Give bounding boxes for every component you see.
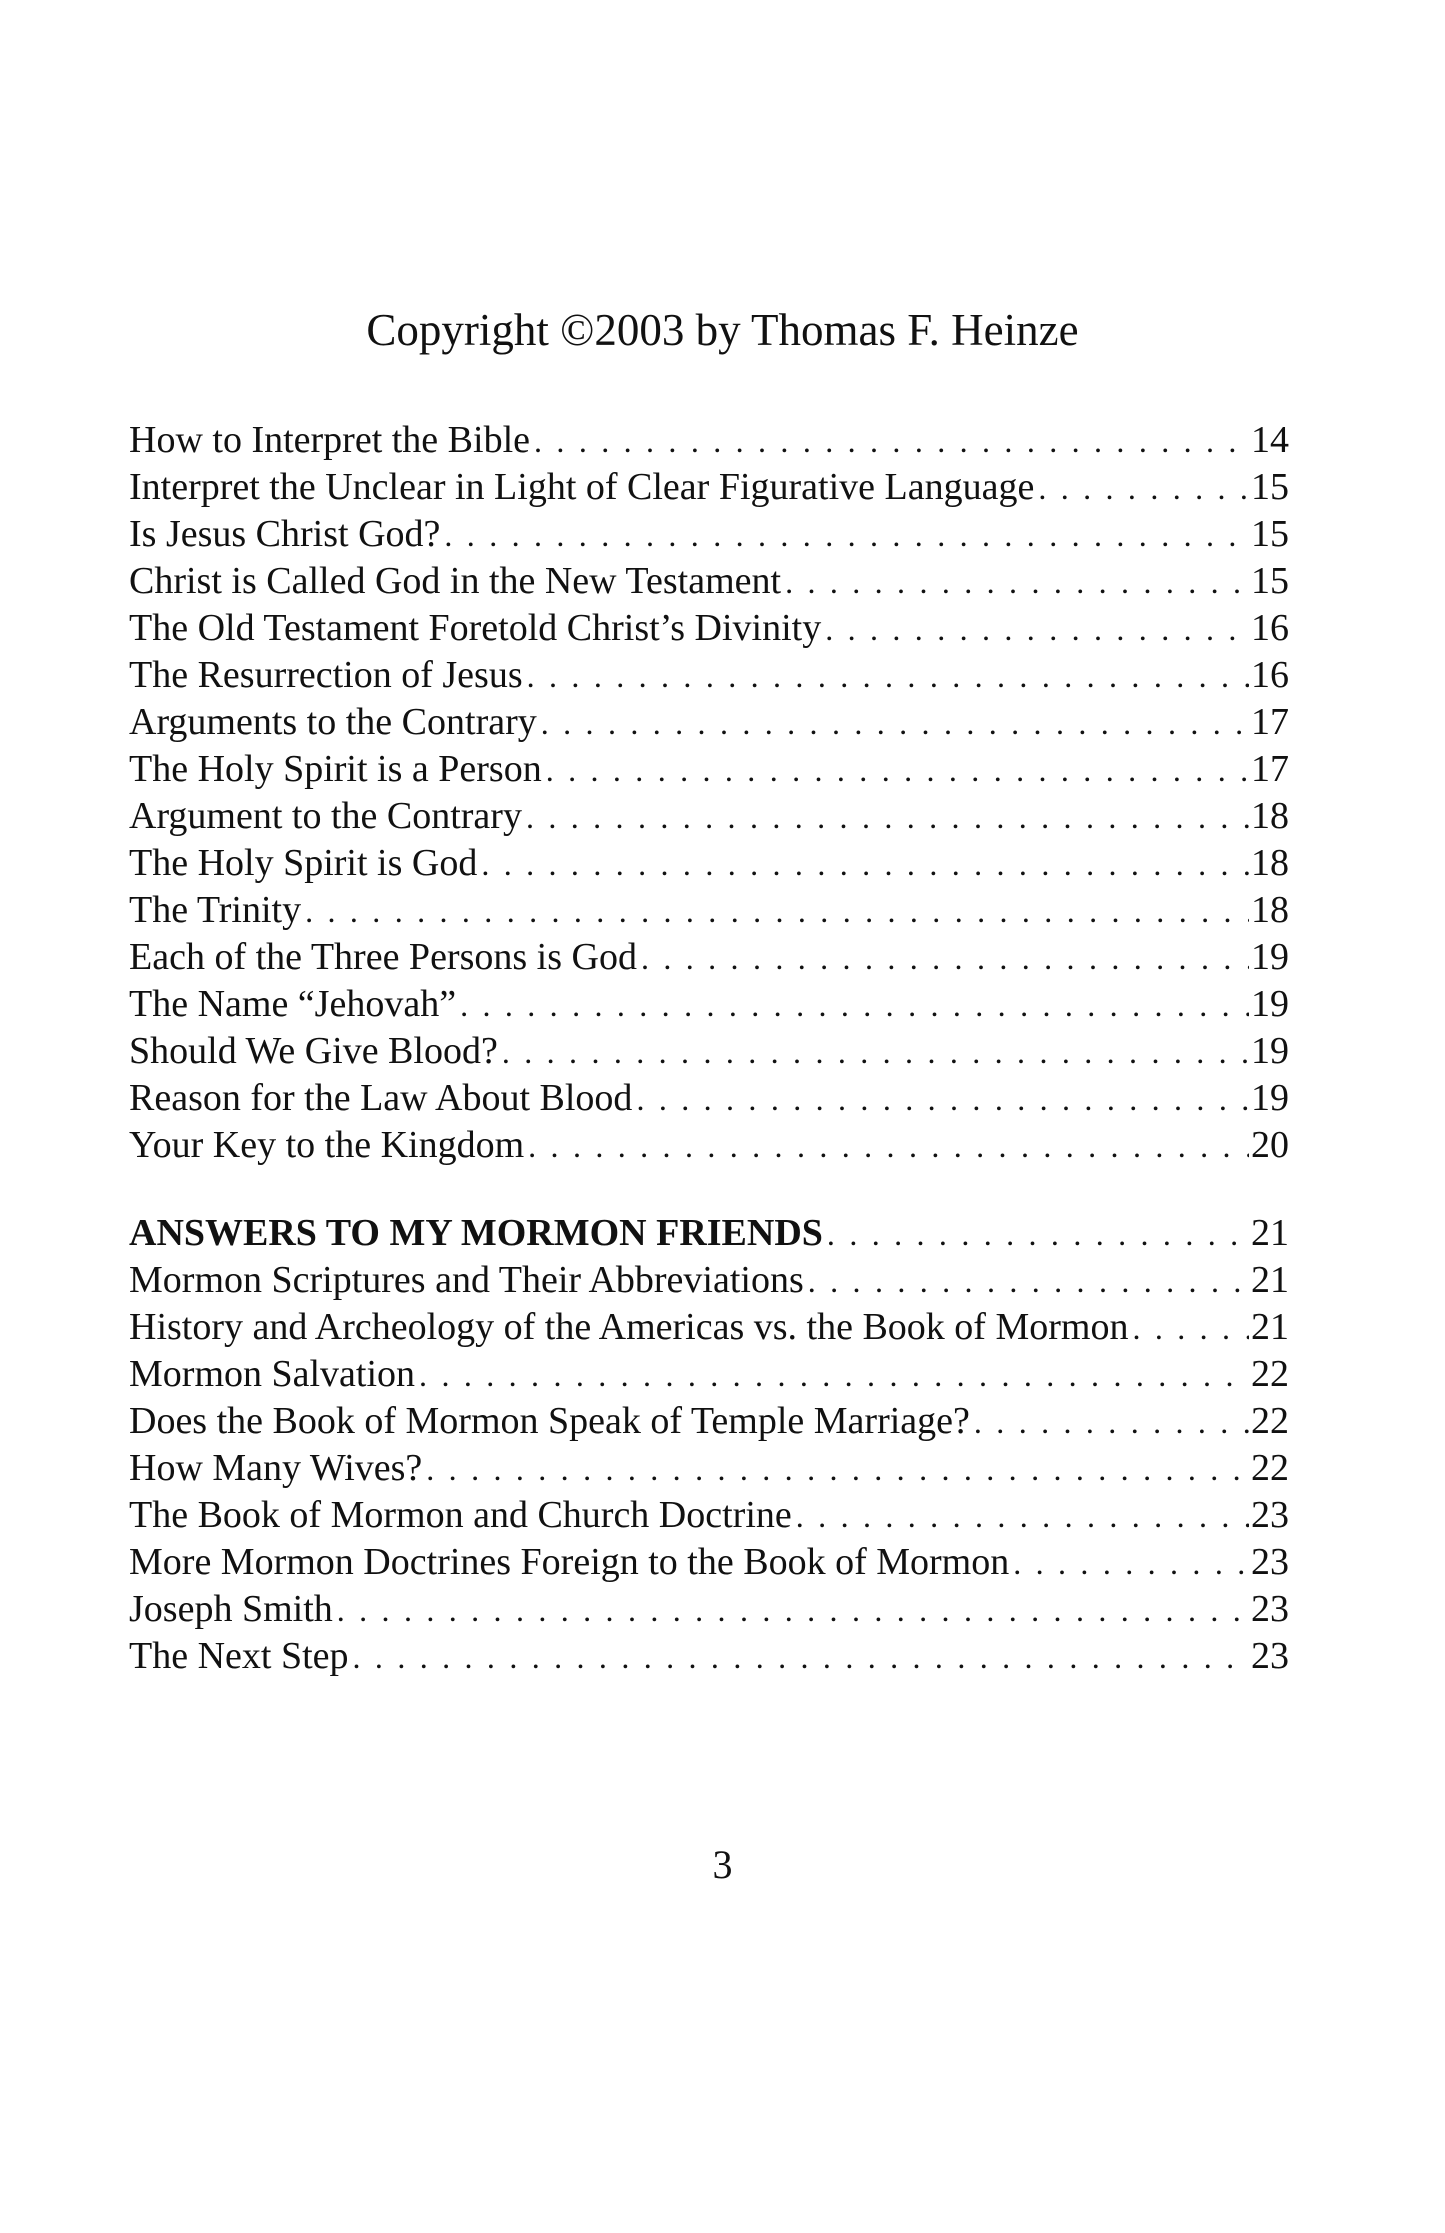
toc-entry-page: 15 [1251, 466, 1289, 508]
toc-entry-page: 16 [1251, 654, 1289, 696]
toc-entry [129, 1304, 1289, 1351]
toc-entry-page: 22 [1251, 1447, 1289, 1489]
toc-entry-title: The Trinity [129, 889, 302, 931]
toc-entry-page: 19 [1251, 1077, 1289, 1119]
toc-entry-title: The Resurrection of Jesus [129, 654, 523, 696]
copyright-line: Copyright ©2003 by Thomas F. Heinze [366, 305, 1079, 355]
dot-leader [804, 1258, 1249, 1305]
toc-entry-page: 18 [1251, 889, 1289, 931]
toc-entry-title: The Holy Spirit is God [129, 842, 478, 884]
toc-entry-page: 21 [1251, 1306, 1289, 1348]
dot-leader [823, 1211, 1249, 1258]
toc-entry [129, 1028, 1289, 1075]
toc-entry-page: 20 [1251, 1124, 1289, 1166]
toc-entry-title: Does the Book of Mormon Speak of Temple Marriage? [129, 1400, 970, 1442]
page-number: 3 [712, 1842, 733, 1887]
dot-leader [524, 1123, 1249, 1170]
toc-entry [129, 1075, 1289, 1122]
toc-entry [129, 1351, 1289, 1398]
toc-entry-page: 17 [1251, 748, 1289, 790]
toc-entry [129, 1492, 1289, 1539]
toc-entry-title: Each of the Three Persons is God [129, 936, 637, 978]
toc-entry-page: 16 [1251, 607, 1289, 649]
toc-entry-page: 18 [1251, 842, 1289, 884]
toc-entry-page: 19 [1251, 1030, 1289, 1072]
toc-entry [129, 793, 1289, 840]
dot-leader [456, 982, 1249, 1029]
toc-entry [129, 1445, 1289, 1492]
toc-entry-title: Interpret the Unclear in Light of Clear Figurative Language [129, 466, 1035, 508]
toc-entry-page: 23 [1251, 1541, 1289, 1583]
toc-entry [129, 464, 1289, 511]
toc-entry-title: The Book of Mormon and Church Doctrine [129, 1494, 792, 1536]
dot-leader [792, 1493, 1249, 1540]
toc-entry [129, 934, 1289, 981]
toc-entry-page: 18 [1251, 795, 1289, 837]
toc-entry-title: How to Interpret the Bible [129, 419, 531, 461]
toc-entry [129, 652, 1289, 699]
table-of-contents [129, 417, 1289, 1169]
dot-leader [1128, 1305, 1249, 1352]
toc-entry-title: How Many Wives? [129, 1447, 423, 1489]
dot-leader [637, 935, 1249, 982]
toc-entry-page: 14 [1251, 419, 1289, 461]
dot-leader [1009, 1540, 1249, 1587]
toc-entry-page: 21 [1251, 1259, 1289, 1301]
toc-entry [129, 699, 1289, 746]
toc-entry-page: 22 [1251, 1353, 1289, 1395]
dot-leader [477, 841, 1249, 888]
dot-leader [301, 888, 1249, 935]
toc-entry [129, 981, 1289, 1028]
toc-entry [129, 840, 1289, 887]
toc-entry [129, 1633, 1289, 1680]
toc-entry-title: History and Archeology of the Americas vs. the Book of Mormon [129, 1306, 1129, 1348]
toc-entry-page: 19 [1251, 983, 1289, 1025]
toc-entry-title: Your Key to the Kingdom [129, 1124, 525, 1166]
toc-entry-title: Mormon Scriptures and Their Abbreviations [129, 1259, 804, 1301]
table-of-contents-mormon-section [129, 1210, 1289, 1680]
toc-entry-title: Is Jesus Christ God? [129, 513, 441, 555]
toc-entry [129, 1122, 1289, 1169]
toc-entry-page: 15 [1251, 560, 1289, 602]
toc-entry [129, 1398, 1289, 1445]
toc-entry-title: The Old Testament Foretold Christ’s Divinity [129, 607, 822, 649]
dot-leader [970, 1399, 1249, 1446]
toc-entry-page: 23 [1251, 1494, 1289, 1536]
toc-entry-title: Argument to the Contrary [129, 795, 522, 837]
toc-entry-title: The Name “Jehovah” [129, 983, 457, 1025]
toc-entry [129, 605, 1289, 652]
toc-entry-page: 22 [1251, 1400, 1289, 1442]
dot-leader [1034, 465, 1249, 512]
toc-entry-title: Joseph Smith [129, 1588, 333, 1630]
toc-entry-title: The Next Step [129, 1635, 349, 1677]
toc-entry-title: Should We Give Blood? [129, 1030, 498, 1072]
toc-entry-title: More Mormon Doctrines Foreign to the Book of Mormon [129, 1541, 1010, 1583]
toc-entry-title: ANSWERS TO MY MORMON FRIENDS [129, 1212, 823, 1254]
toc-entry-page: 23 [1251, 1588, 1289, 1630]
dot-leader [333, 1587, 1249, 1634]
dot-leader [522, 794, 1249, 841]
toc-entry [129, 417, 1289, 464]
toc-entry [129, 1257, 1289, 1304]
toc-entry-page: 23 [1251, 1635, 1289, 1677]
toc-entry [129, 887, 1289, 934]
dot-leader [422, 1446, 1249, 1493]
toc-entry [129, 1586, 1289, 1633]
toc-entry-title: The Holy Spirit is a Person [129, 748, 542, 790]
dot-leader [542, 747, 1249, 794]
dot-leader [415, 1352, 1249, 1399]
toc-section-heading [129, 1210, 1289, 1257]
toc-entry [129, 558, 1289, 605]
toc-entry [129, 511, 1289, 558]
toc-entry-title: Arguments to the Contrary [129, 701, 537, 743]
toc-entry [129, 746, 1289, 793]
toc-entry-page: 19 [1251, 936, 1289, 978]
dot-leader [530, 418, 1249, 465]
dot-leader [523, 653, 1249, 700]
dot-leader [781, 559, 1249, 606]
toc-entry-page: 15 [1251, 513, 1289, 555]
dot-leader [349, 1634, 1249, 1681]
toc-entry-title: Reason for the Law About Blood [129, 1077, 633, 1119]
toc-entry [129, 1539, 1289, 1586]
dot-leader [537, 700, 1249, 747]
dot-leader [632, 1076, 1249, 1123]
dot-leader [498, 1029, 1249, 1076]
toc-entry-title: Mormon Salvation [129, 1353, 416, 1395]
dot-leader [440, 512, 1249, 559]
toc-entry-page: 17 [1251, 701, 1289, 743]
dot-leader [821, 606, 1249, 653]
toc-entry-title: Christ is Called God in the New Testament [129, 560, 782, 602]
toc-entry-page: 21 [1251, 1212, 1289, 1254]
